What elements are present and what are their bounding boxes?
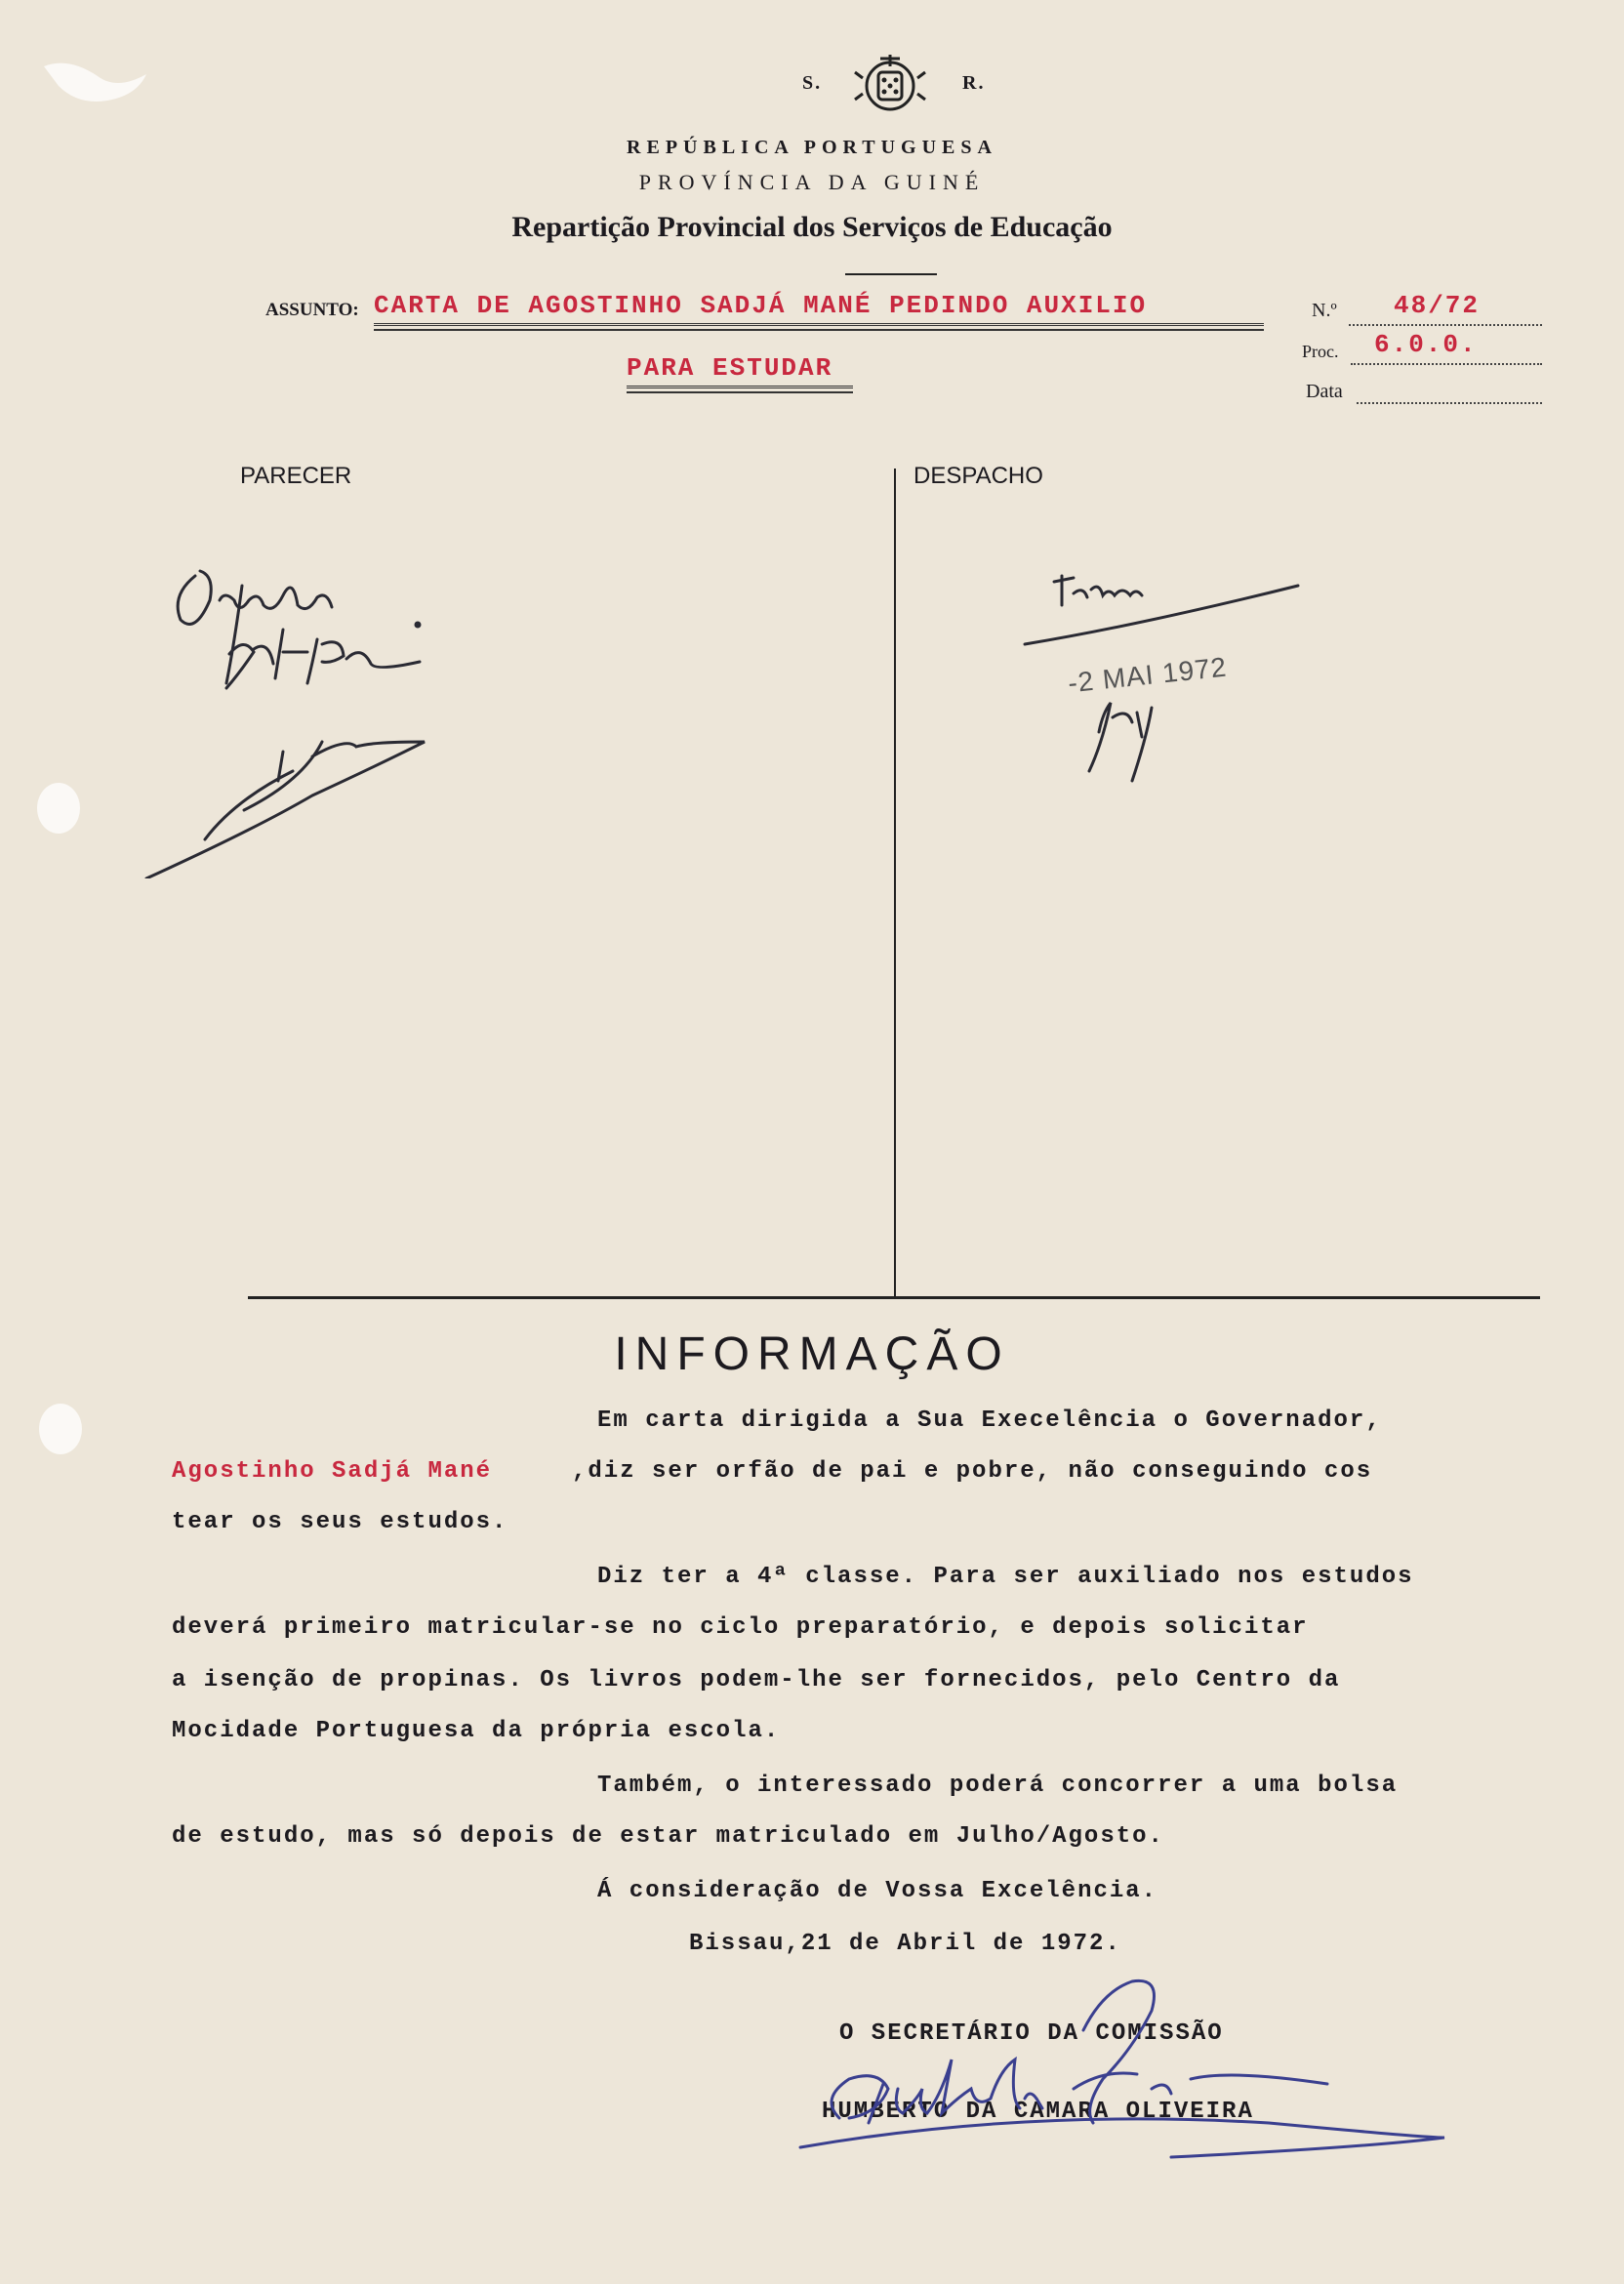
paragraph-2-line-3: a isenção de propinas. Os livros podem-lhe ser fornecidos, pelo Centro da — [172, 1667, 1341, 1693]
proc-label: Proc. — [1302, 342, 1339, 361]
paragraph-2-line-4: Mocidade Portuguesa da própria escola. — [172, 1718, 781, 1744]
s-letter: S. — [802, 72, 823, 94]
date-label: Data — [1306, 381, 1343, 402]
parecer-handwriting — [137, 547, 468, 878]
closing-line: Á consideração de Vossa Excelência. — [597, 1878, 1158, 1904]
republic-heading: REPÚBLICA PORTUGUESA — [627, 137, 997, 158]
number-label: N.º — [1312, 300, 1337, 321]
r-letter: R. — [962, 72, 986, 94]
date-dotted-line — [1357, 402, 1542, 404]
despacho-label: DESPACHO — [914, 463, 1043, 489]
subject-line-1: CARTA DE AGOSTINHO SADJÁ MANÉ PEDINDO AUXILIO — [374, 291, 1148, 320]
punch-hole — [37, 783, 80, 834]
received-date-stamp: -2 MAI 1972 — [1066, 651, 1229, 699]
paragraph-2-line-1: Diz ter a 4ª classe. Para ser auxiliado nos estudos — [597, 1564, 1414, 1590]
number-dotted-line — [1349, 324, 1542, 326]
province-heading: PROVÍNCIA DA GUINÉ — [638, 170, 986, 194]
paragraph-1-line-2: ,diz ser orfão de pai e pobre, não conseguindo cos — [572, 1458, 1373, 1485]
signatory-title: O SECRETÁRIO DA COMISSÃO — [839, 2020, 1224, 2047]
coat-of-arms-icon — [853, 49, 927, 117]
paragraph-2-line-2: deverá primeiro matricular-se no ciclo preparatório, e depois solicitar — [172, 1614, 1309, 1641]
applicant-name: Agostinho Sadjá Mané — [172, 1458, 493, 1485]
proc-dotted-line — [1351, 363, 1542, 365]
paragraph-1-line-1: Em carta dirigida a Sua Execelência o Governador, — [597, 1407, 1382, 1434]
paragraph-3-line-2: de estudo, mas só depois de estar matriculado em Julho/Agosto. — [172, 1823, 1164, 1850]
proc-value: 6.0.0. — [1374, 330, 1478, 359]
department-heading: Repartição Provincial dos Serviços de Educação — [511, 211, 1113, 243]
paragraph-1-line-3: tear os seus estudos. — [172, 1509, 508, 1535]
paragraph-3-line-1: Também, o interessado poderá concorrer a uma bolsa — [597, 1773, 1399, 1799]
subject-underline — [627, 386, 853, 393]
number-value: 48/72 — [1394, 291, 1481, 320]
information-title: INFORMAÇÃO — [614, 1328, 1010, 1380]
header-rule — [845, 273, 937, 275]
punch-hole — [39, 1404, 82, 1454]
subject-label: ASSUNTO: — [265, 300, 359, 320]
signatory-name: HUMBERTO DA CAMARA OLIVEIRA — [822, 2099, 1254, 2125]
parecer-label: PARECER — [240, 463, 352, 489]
subject-underline — [374, 323, 1264, 331]
column-divider — [894, 469, 896, 1296]
subject-line-2: PARA ESTUDAR — [627, 353, 833, 383]
handwritten-signature — [781, 1952, 1464, 2167]
torn-corner — [39, 47, 166, 115]
place-and-date: Bissau,21 de Abril de 1972. — [689, 1931, 1121, 1957]
section-rule — [248, 1296, 1540, 1299]
